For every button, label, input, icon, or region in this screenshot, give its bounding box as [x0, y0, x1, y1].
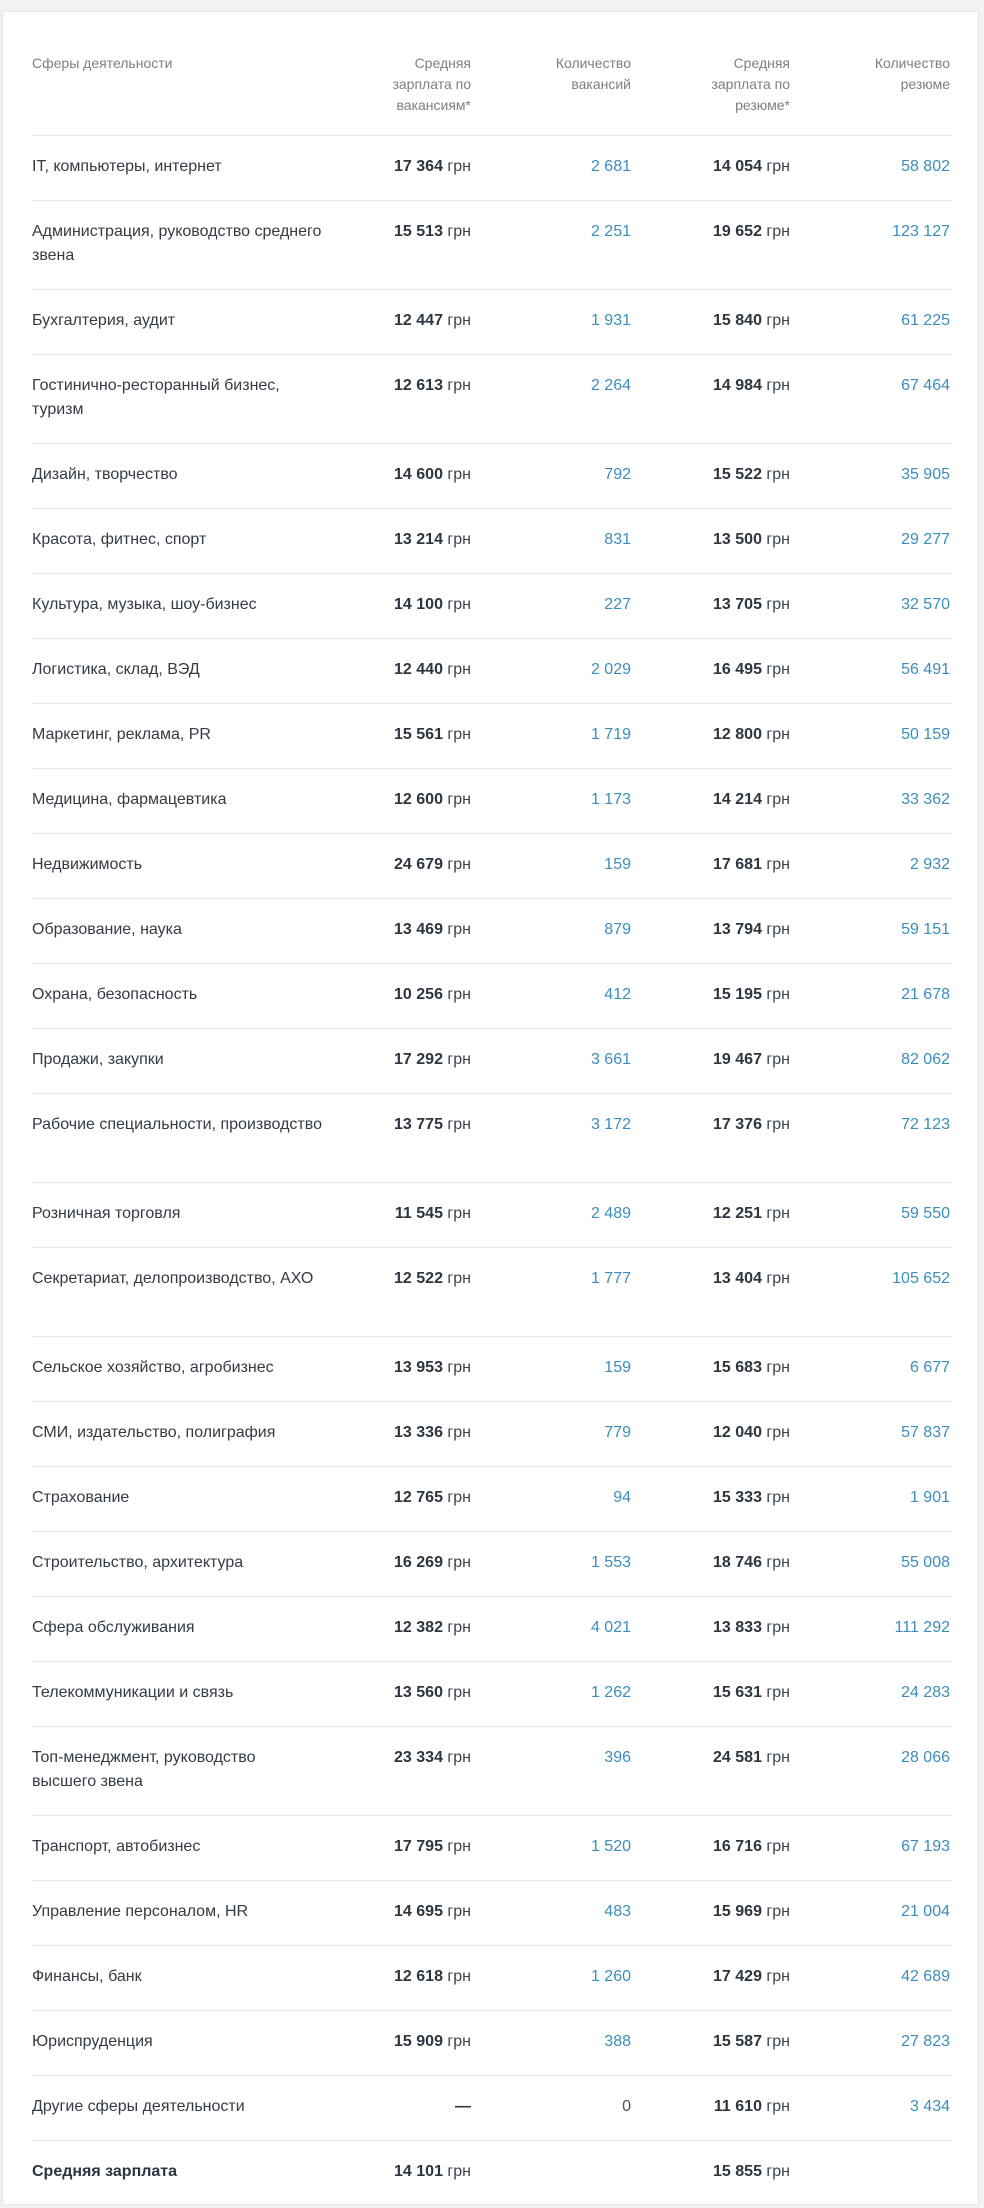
resumes-count-link[interactable]: 57 837 — [901, 1424, 950, 1441]
vacancies-count-link[interactable]: 1 173 — [590, 791, 631, 808]
vacancies-count-link[interactable]: 1 260 — [590, 1968, 631, 1985]
sphere-name: Продажи, закупки — [32, 1051, 164, 1068]
resumes-count-link[interactable]: 27 823 — [901, 2033, 950, 2050]
sphere-name: Топ-менеджмент, руководство высшего звена — [32, 1749, 256, 1790]
sphere-name: Страхование — [32, 1489, 130, 1506]
header-resumes-count: Количество резюме — [874, 55, 950, 92]
resumes-count-link[interactable]: 123 127 — [892, 223, 950, 240]
avg-salary-resumes: 12 251 грн — [713, 1205, 790, 1222]
table-row — [32, 136, 953, 201]
vacancies-count-link[interactable]: 483 — [604, 1903, 631, 1920]
vacancies-count-link[interactable]: 94 — [613, 1489, 631, 1506]
avg-salary-resumes: 14 054 грн — [713, 158, 790, 175]
vacancies-count-link[interactable]: 879 — [604, 921, 631, 938]
sphere-name: Дизайн, творчество — [32, 466, 178, 483]
avg-salary-vacancies: 24 679 грн — [394, 856, 471, 873]
table-row — [32, 1029, 953, 1094]
sphere-name: Секретариат, делопроизводство, АХО — [32, 1270, 314, 1287]
vacancies-count-link[interactable]: 1 553 — [590, 1554, 631, 1571]
avg-salary-vacancies: 12 765 грн — [394, 1489, 471, 1506]
table-row — [32, 1816, 953, 1881]
table-row — [32, 1946, 953, 2011]
avg-salary-resumes: 15 587 грн — [713, 2033, 790, 2050]
sphere-name: Гостинично-ресторанный бизнес, туризм — [32, 377, 280, 418]
table-row — [32, 290, 953, 355]
avg-salary-vacancies: 12 382 грн — [394, 1619, 471, 1636]
sphere-name: Сельское хозяйство, агробизнес — [32, 1359, 274, 1376]
vacancies-count-link[interactable]: 2 029 — [590, 661, 631, 678]
resumes-count-link[interactable]: 6 677 — [909, 1359, 950, 1376]
sphere-name: Другие сферы деятельности — [32, 2098, 245, 2115]
sphere-name: Телекоммуникации и связь — [32, 1684, 234, 1701]
avg-salary-vacancies: 12 613 грн — [394, 377, 471, 394]
table-row — [32, 639, 953, 704]
table-row — [32, 1402, 953, 1467]
avg-salary-vacancies: 15 909 грн — [394, 2033, 471, 2050]
sphere-name: Юриспруденция — [32, 2033, 153, 2050]
avg-salary-resumes: 15 631 грн — [713, 1684, 790, 1701]
avg-salary-resumes: 18 746 грн — [713, 1554, 790, 1571]
avg-salary-resumes: 16 495 грн — [713, 661, 790, 678]
avg-salary-resumes: 13 794 грн — [713, 921, 790, 938]
avg-salary-vacancies: 13 469 грн — [394, 921, 471, 938]
resumes-count-link[interactable]: 21 678 — [901, 986, 950, 1003]
avg-salary-resumes: 19 467 грн — [713, 1051, 790, 1068]
vacancies-count-link[interactable]: 831 — [604, 531, 631, 548]
vacancies-count-link[interactable]: 396 — [604, 1749, 631, 1766]
resumes-count-link[interactable]: 29 277 — [901, 531, 950, 548]
table-row — [32, 1094, 953, 1183]
avg-salary-resumes: 11 610 грн — [713, 2098, 790, 2115]
avg-salary-vacancies: 17 795 грн — [394, 1838, 471, 1855]
vacancies-count-link[interactable]: 3 661 — [590, 1051, 631, 1068]
table-row — [32, 1662, 953, 1727]
table-row — [32, 355, 953, 444]
sphere-name: Образование, наука — [32, 921, 182, 938]
vacancies-count-link[interactable]: 0 — [622, 2098, 631, 2115]
avg-salary-resumes: 15 969 грн — [713, 1903, 790, 1920]
vacancies-count-link[interactable]: 792 — [604, 466, 631, 483]
avg-salary-vacancies: 16 269 грн — [394, 1554, 471, 1571]
avg-salary-vacancies: 12 600 грн — [394, 791, 471, 808]
sphere-name: Администрация, руководство среднего звена — [32, 223, 322, 264]
table-row — [32, 1727, 953, 1816]
table-row — [32, 1532, 953, 1597]
vacancies-count-link[interactable]: 2 489 — [590, 1205, 631, 1222]
resumes-count-link[interactable]: 33 362 — [901, 791, 950, 808]
resumes-count-link[interactable]: 24 283 — [901, 1684, 950, 1701]
avg-salary-resumes: 24 581 грн — [713, 1749, 790, 1766]
vacancies-count-link[interactable]: 779 — [604, 1424, 631, 1441]
table-row — [32, 1183, 953, 1248]
vacancies-count-link[interactable]: 1 520 — [590, 1838, 631, 1855]
avg-salary-vacancies: 11 545 грн — [394, 1205, 471, 1222]
header-avg-salary-resumes: Средняя зарплата по резюме* — [711, 55, 790, 113]
resumes-count-link[interactable]: 67 193 — [901, 1838, 950, 1855]
sphere-name: Управление персоналом, HR — [32, 1903, 249, 1920]
table-row — [32, 1881, 953, 1946]
avg-salary-vacancies: 12 618 грн — [394, 1968, 471, 1985]
avg-salary-vacancies: 14 600 грн — [394, 466, 471, 483]
resumes-count-link[interactable]: 111 292 — [894, 1619, 950, 1636]
vacancies-count-link[interactable]: 1 931 — [590, 312, 631, 329]
header-sphere: Сферы деятельности — [32, 55, 173, 71]
table-row — [32, 2011, 953, 2076]
table-row — [32, 1467, 953, 1532]
resumes-count-link[interactable]: 82 062 — [901, 1051, 950, 1068]
sphere-name: Рабочие специальности, производство — [32, 1116, 322, 1133]
avg-salary-resumes: 14 984 грн — [713, 377, 790, 394]
avg-salary-resumes: 13 705 грн — [713, 596, 790, 613]
avg-salary-vacancies: 14 100 грн — [394, 596, 471, 613]
sphere-name: Розничная торговля — [32, 1205, 181, 1222]
avg-salary-resumes: 15 333 грн — [713, 1489, 790, 1506]
table-row — [32, 201, 953, 290]
sphere-name: Строительство, архитектура — [32, 1554, 244, 1571]
total-row — [32, 2141, 953, 2206]
total-salary-resumes: 15 855 грн — [713, 2163, 790, 2180]
sphere-name: СМИ, издательство, полиграфия — [32, 1424, 276, 1441]
vacancies-count-link[interactable]: 2 681 — [590, 158, 631, 175]
avg-salary-resumes: 15 683 грн — [713, 1359, 790, 1376]
resumes-count-link[interactable]: 67 464 — [901, 377, 950, 394]
resumes-count-link[interactable]: 59 151 — [901, 921, 950, 938]
sphere-name: Маркетинг, реклама, PR — [32, 726, 211, 743]
resumes-count-link[interactable]: 3 434 — [909, 2098, 950, 2115]
table-row — [32, 704, 953, 769]
header-avg-salary-vacancies: Средняя зарплата по вакансиям* — [392, 55, 471, 113]
table-row — [32, 1337, 953, 1402]
vacancies-count-link[interactable]: 2 264 — [590, 377, 631, 394]
resumes-count-link[interactable]: 72 123 — [901, 1116, 950, 1133]
vacancies-count-link[interactable]: 227 — [604, 596, 631, 613]
sphere-name: IT, компьютеры, интернет — [32, 158, 222, 175]
avg-salary-vacancies: 23 334 грн — [394, 1749, 471, 1766]
resumes-count-link[interactable]: 1 901 — [909, 1489, 950, 1506]
table-row — [32, 834, 953, 899]
resumes-count-link[interactable]: 56 491 — [901, 661, 950, 678]
resumes-count-link[interactable]: 28 066 — [901, 1749, 950, 1766]
sphere-name: Финансы, банк — [32, 1968, 142, 1985]
table-row — [32, 574, 953, 639]
resumes-count-link[interactable]: 2 932 — [909, 856, 950, 873]
sphere-name: Медицина, фармацевтика — [32, 791, 227, 808]
resumes-count-link[interactable]: 32 570 — [901, 596, 950, 613]
resumes-count-link[interactable]: 58 802 — [901, 158, 950, 175]
table-row — [32, 964, 953, 1029]
resumes-count-link[interactable]: 42 689 — [901, 1968, 950, 1985]
vacancies-count-link[interactable]: 1 719 — [590, 726, 631, 743]
table-row — [32, 2076, 953, 2141]
vacancies-count-link[interactable]: 4 021 — [590, 1619, 631, 1636]
resumes-count-link[interactable]: 35 905 — [901, 466, 950, 483]
table-body — [32, 136, 953, 2141]
sphere-name: Бухгалтерия, аудит — [32, 312, 176, 329]
avg-salary-vacancies: 12 522 грн — [394, 1270, 471, 1287]
avg-salary-vacancies: 13 560 грн — [394, 1684, 471, 1701]
avg-salary-resumes: 12 800 грн — [713, 726, 790, 743]
vacancies-count-link[interactable]: 3 172 — [590, 1116, 631, 1133]
avg-salary-resumes: 13 404 грн — [713, 1270, 790, 1287]
avg-salary-resumes: 13 500 грн — [713, 531, 790, 548]
avg-salary-vacancies: 12 440 грн — [394, 661, 471, 678]
avg-salary-vacancies: — — [455, 2098, 471, 2115]
sphere-name: Недвижимость — [32, 856, 143, 873]
header-vacancies-count: Количество вакансий — [555, 55, 631, 92]
sphere-name: Культура, музыка, шоу-бизнес — [32, 596, 257, 613]
resumes-count-link[interactable]: 61 225 — [901, 312, 950, 329]
table-row — [32, 899, 953, 964]
total-label: Средняя зарплата — [32, 2163, 178, 2180]
sphere-name: Транспорт, автобизнес — [32, 1838, 201, 1855]
total-salary-vacancies: 14 101 грн — [394, 2163, 471, 2180]
sphere-name: Сфера обслуживания — [32, 1619, 195, 1636]
table-row — [32, 509, 953, 574]
sphere-name: Логистика, склад, ВЭД — [32, 661, 200, 678]
vacancies-count-link[interactable]: 412 — [604, 986, 631, 1003]
vacancies-count-link[interactable]: 1 262 — [590, 1684, 631, 1701]
resumes-count-link[interactable]: 59 550 — [901, 1205, 950, 1222]
salary-table-card — [2, 11, 979, 2205]
avg-salary-resumes: 15 840 грн — [713, 312, 790, 329]
avg-salary-resumes: 14 214 грн — [713, 791, 790, 808]
avg-salary-vacancies: 14 695 грн — [394, 1903, 471, 1920]
vacancies-count-link[interactable]: 388 — [604, 2033, 631, 2050]
avg-salary-vacancies: 13 775 грн — [394, 1116, 471, 1133]
avg-salary-vacancies: 17 292 грн — [394, 1051, 471, 1068]
avg-salary-resumes: 19 652 грн — [713, 223, 790, 240]
avg-salary-resumes: 15 522 грн — [713, 466, 790, 483]
vacancies-count-link[interactable]: 159 — [604, 856, 631, 873]
table-row — [32, 444, 953, 509]
avg-salary-vacancies: 15 513 грн — [394, 223, 471, 240]
avg-salary-vacancies: 13 214 грн — [394, 531, 471, 548]
table-row — [32, 1248, 953, 1337]
table-row — [32, 1597, 953, 1662]
resumes-count-link[interactable]: 55 008 — [901, 1554, 950, 1571]
resumes-count-link[interactable]: 50 159 — [901, 726, 950, 743]
vacancies-count-link[interactable]: 2 251 — [590, 223, 631, 240]
avg-salary-vacancies: 13 336 грн — [394, 1424, 471, 1441]
avg-salary-vacancies: 15 561 грн — [394, 726, 471, 743]
avg-salary-resumes: 17 376 грн — [713, 1116, 790, 1133]
salary-table — [32, 12, 953, 2206]
table-row — [32, 769, 953, 834]
resumes-count-link[interactable]: 105 652 — [892, 1270, 950, 1287]
avg-salary-resumes: 17 429 грн — [713, 1968, 790, 1985]
vacancies-count-link[interactable]: 1 777 — [590, 1270, 631, 1287]
avg-salary-resumes: 17 681 грн — [713, 856, 790, 873]
avg-salary-resumes: 13 833 грн — [713, 1619, 790, 1636]
avg-salary-vacancies: 10 256 грн — [394, 986, 471, 1003]
sphere-name: Красота, фитнес, спорт — [32, 531, 207, 548]
avg-salary-vacancies: 17 364 грн — [394, 158, 471, 175]
resumes-count-link[interactable]: 21 004 — [901, 1903, 950, 1920]
table-header — [32, 12, 953, 136]
vacancies-count-link[interactable]: 159 — [604, 1359, 631, 1376]
avg-salary-vacancies: 13 953 грн — [394, 1359, 471, 1376]
avg-salary-resumes: 16 716 грн — [713, 1838, 790, 1855]
avg-salary-resumes: 15 195 грн — [713, 986, 790, 1003]
sphere-name: Охрана, безопасность — [32, 986, 198, 1003]
avg-salary-vacancies: 12 447 грн — [394, 312, 471, 329]
avg-salary-resumes: 12 040 грн — [713, 1424, 790, 1441]
